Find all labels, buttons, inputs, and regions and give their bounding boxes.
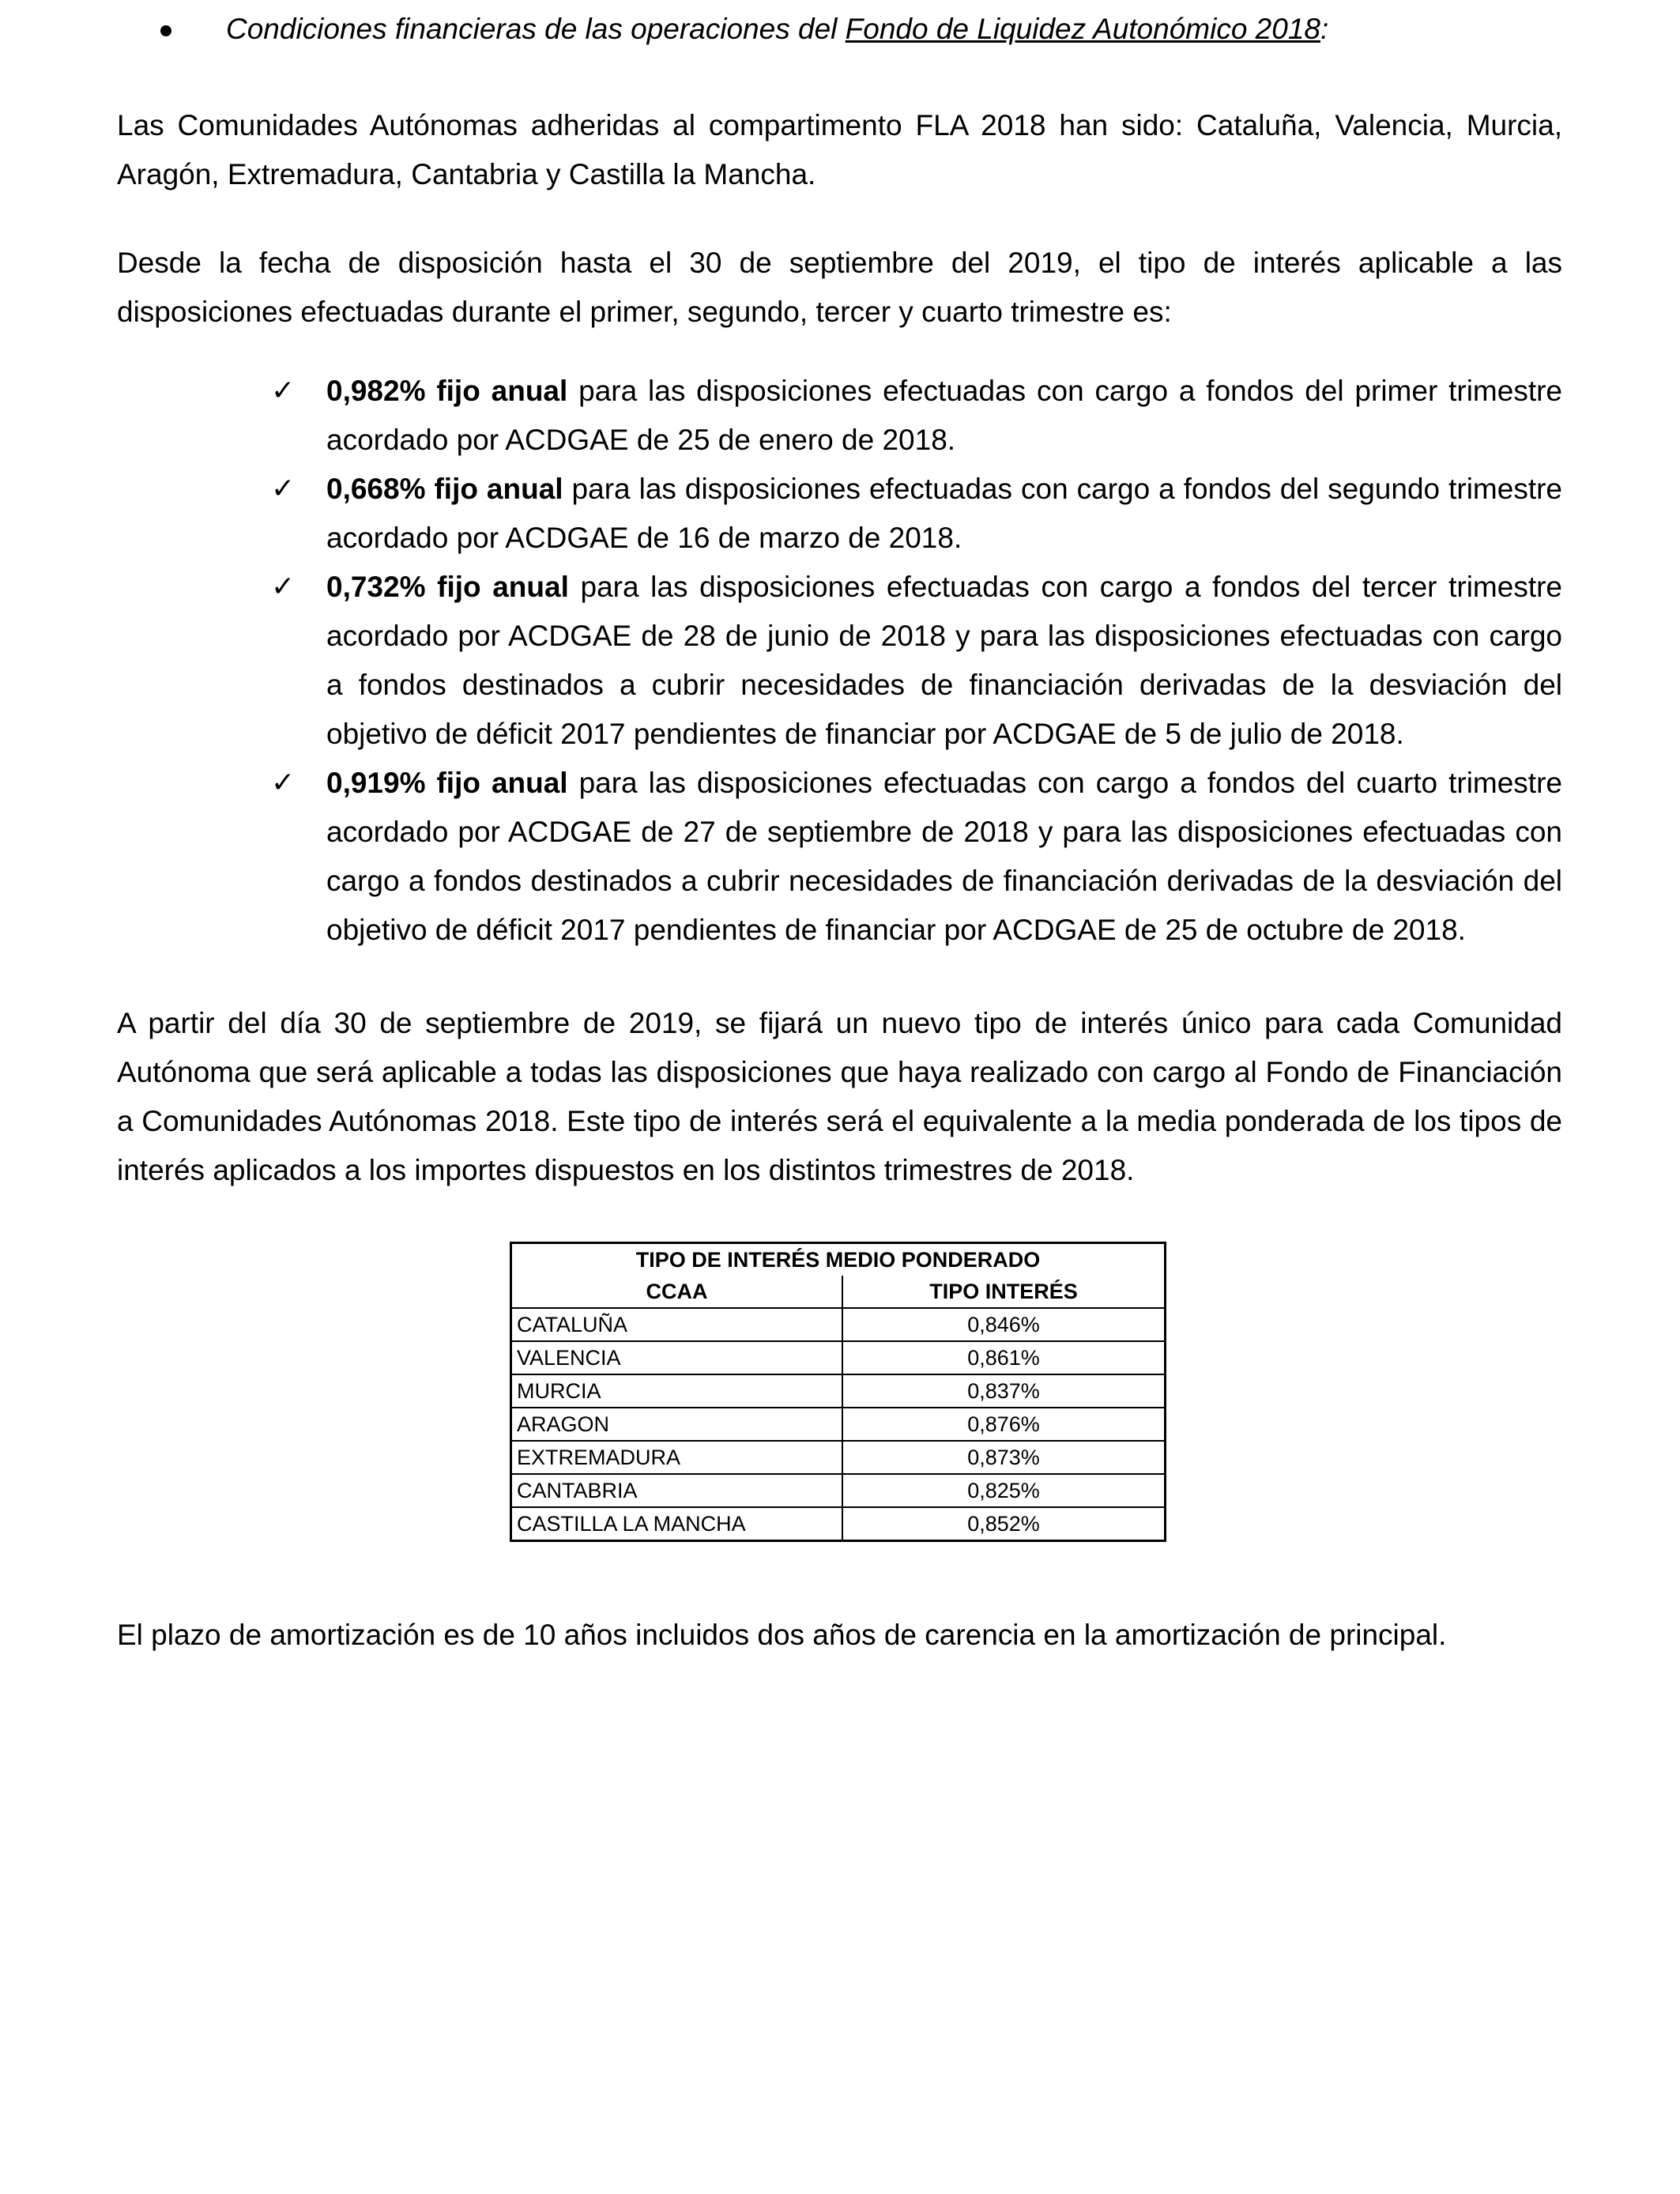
checkmark-icon: ✓	[271, 375, 296, 407]
ccaa-cell: CANTABRIA	[511, 1474, 843, 1507]
checkmark-icon: ✓	[271, 571, 296, 603]
list-item	[117, 759, 1562, 955]
rate-cell: 0,825%	[842, 1474, 1166, 1507]
table-row	[511, 1341, 1166, 1374]
heading-suffix: :	[1320, 13, 1329, 45]
checkmark-icon: ✓	[271, 767, 296, 799]
paragraph-adhered-communities: Las Comunidades Autónomas adheridas al compartimento FLA 2018 han sido: Cataluña, Valencia, Murcia, Aragón, Extremadura, Cantabria y Castilla la Mancha.	[117, 109, 1562, 190]
list-item	[117, 367, 1562, 465]
item-text: para las disposiciones efectuadas con cargo a fondos del segundo trimestre acordado por ACDGAE de 16 de marzo de 2018.	[326, 473, 1562, 554]
table-row	[511, 1474, 1166, 1507]
table-row	[511, 1408, 1166, 1441]
rate-cell: 0,876%	[842, 1408, 1166, 1441]
list-item	[117, 563, 1562, 759]
column-header-rate: TIPO INTERÉS	[842, 1276, 1166, 1308]
heading-fund-name: Fondo de Liquidez Autonómico 2018	[845, 13, 1320, 45]
item-rate: 0,982% fijo anual	[326, 375, 568, 407]
rate-cell: 0,837%	[842, 1374, 1166, 1408]
item-rate: 0,668% fijo anual	[326, 473, 563, 505]
list-item	[117, 465, 1562, 563]
checkmark-icon: ✓	[271, 473, 296, 505]
table-title-row	[511, 1243, 1166, 1276]
column-header-ccaa: CCAA	[511, 1276, 843, 1308]
item-rate: 0,919% fijo anual	[326, 767, 568, 799]
rate-cell: 0,852%	[842, 1507, 1166, 1541]
table-row	[511, 1308, 1166, 1341]
section-heading	[168, 5, 1328, 54]
rate-cell: 0,861%	[842, 1341, 1166, 1374]
table-title: TIPO DE INTERÉS MEDIO PONDERADO	[511, 1243, 1166, 1276]
heading-text	[226, 13, 1328, 45]
interest-rate-list	[117, 367, 1562, 955]
table-row	[511, 1374, 1166, 1408]
weighted-rate-table	[510, 1242, 1166, 1542]
bullet-icon	[160, 25, 171, 36]
item-rate: 0,732% fijo anual	[326, 571, 569, 603]
rate-cell: 0,846%	[842, 1308, 1166, 1341]
item-text: para las disposiciones efectuadas con cargo a fondos del cuarto trimestre acordado por ACDGAE de 27 de septiembre de 2018 y para las disposiciones efectuadas con cargo a fondos destinados a cubrir necesidades de financiación derivadas de la desviación del objetivo de déficit 2017 pendientes de financiar por ACDGAE de 25 de octubre de 2018.	[326, 767, 1562, 946]
rate-cell: 0,873%	[842, 1441, 1166, 1474]
ccaa-cell: ARAGON	[511, 1408, 843, 1441]
table-header-row	[511, 1276, 1166, 1308]
ccaa-cell: EXTREMADURA	[511, 1441, 843, 1474]
item-text: para las disposiciones efectuadas con cargo a fondos del primer trimestre acordado por ACDGAE de 25 de enero de 2018.	[326, 375, 1563, 456]
ccaa-cell: CASTILLA LA MANCHA	[511, 1507, 843, 1541]
paragraph-new-rate: A partir del día 30 de septiembre de 2019, se fijará un nuevo tipo de interés único para cada Comunidad Autónoma que será aplicable a todas las disposiciones que haya realizado con cargo al Fondo de Financiación a Comunidades Autónomas 2018. Este tipo de interés será el equivalente a la media ponderada de los tipos de interés aplicados a los importes dispuestos en los distintos trimestres de 2018.	[117, 1007, 1562, 1186]
paragraph-amortization: El plazo de amortización es de 10 años incluidos dos años de carencia en la amortización de principal.	[117, 1619, 1447, 1651]
heading-prefix: Condiciones financieras de las operaciones del	[226, 13, 846, 45]
ccaa-cell: MURCIA	[511, 1374, 843, 1408]
ccaa-cell: VALENCIA	[511, 1341, 843, 1374]
item-text: para las disposiciones efectuadas con cargo a fondos del tercer trimestre acordado por ACDGAE de 28 de junio de 2018 y para las disposiciones efectuadas con cargo a fondos destinados a cubrir necesidades de financiación derivadas de la desviación del objetivo de déficit 2017 pendientes de financiar por ACDGAE de 5 de julio de 2018.	[326, 571, 1563, 750]
table-row	[511, 1441, 1166, 1474]
paragraph-interest-period: Desde la fecha de disposición hasta el 30 de septiembre del 2019, el tipo de interés aplicable a las disposiciones efectuadas durante el primer, segundo, tercer y cuarto trimestre es:	[117, 247, 1562, 328]
table-row	[511, 1507, 1166, 1541]
ccaa-cell: CATALUÑA	[511, 1308, 843, 1341]
